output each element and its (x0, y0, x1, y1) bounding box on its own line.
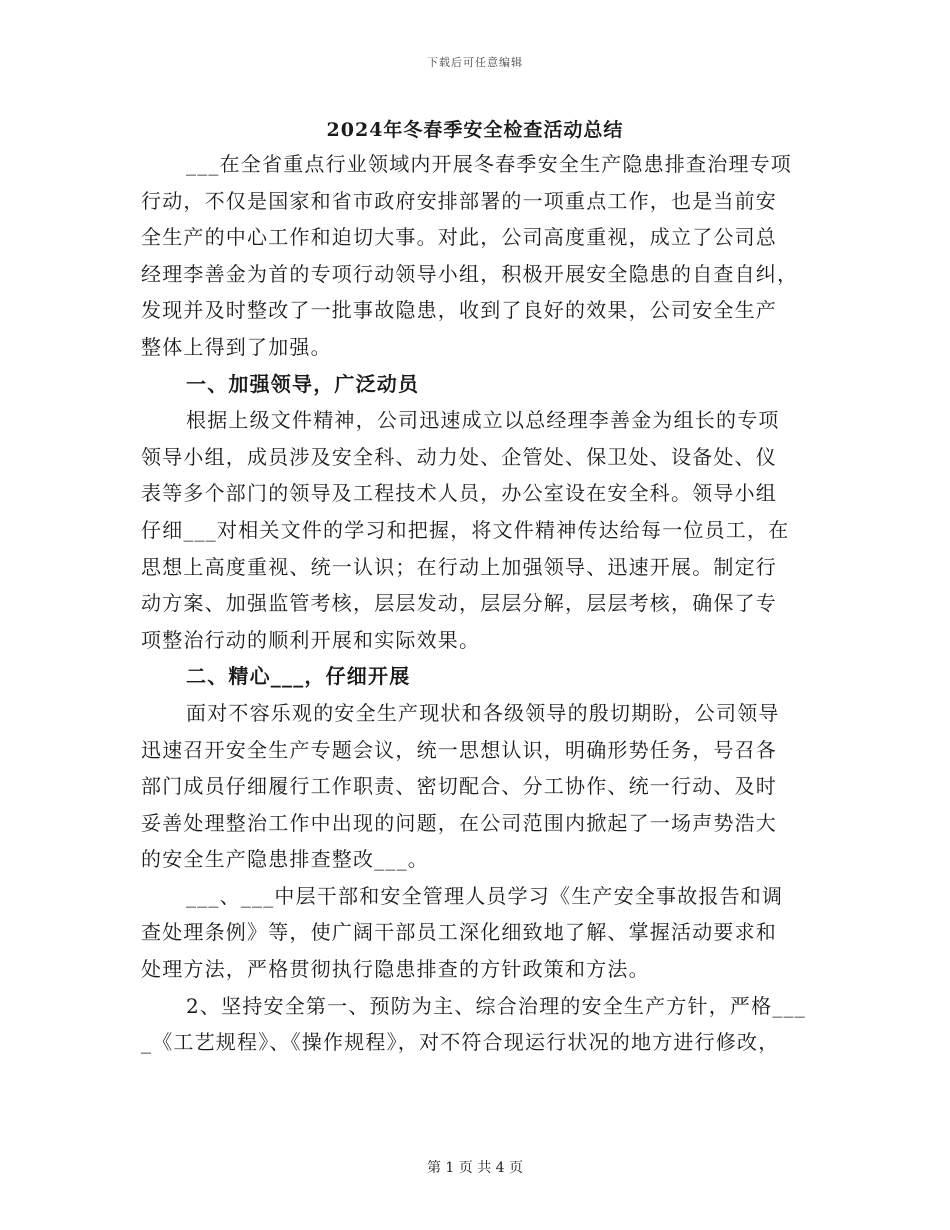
body-line: ___在全省重点行业领域内开展冬春季安全生产隐患排查治理专项 (186, 152, 792, 176)
body-line: 整体上得到了加强。 (141, 334, 332, 359)
body-line: 项整治行动的顺利开展和实际效果。 (141, 627, 481, 652)
body-line: 全生产的中心工作和迫切大事。对此，公司高度重视，成立了公司总 (141, 225, 777, 250)
page-header-note: 下载后可任意编辑 (427, 56, 523, 69)
page-number: 第 1 页 共 4 页 (426, 1160, 524, 1176)
section-heading: 一、加强领导，广泛动员 (186, 371, 420, 396)
section-heading: 二、精心___，仔细开展 (186, 664, 411, 689)
body-line: 面对不容乐观的安全生产现状和各级领导的殷切期盼，公司领导 (186, 700, 780, 725)
body-line: 处理方法，严格贯彻执行隐患排查的方针政策和方法。 (141, 957, 650, 982)
body-line: 2、坚持安全第一、预防为主、综合治理的安全生产方针，严格___ (186, 993, 806, 1018)
body-line: 动方案、加强监管考核，层层发动，层层分解，层层考核，确保了专 (141, 591, 777, 616)
body-line: 经理李善金为首的专项行动领导小组，积极开展安全隐患的自查自纠， (141, 261, 799, 286)
body-line: 行动，不仅是国家和省市政府安排部署的一项重点工作，也是当前安 (141, 188, 777, 213)
document-title: 2024年冬春季安全检查活动总结 (326, 119, 624, 141)
body-line: 部门成员仔细履行工作职责、密切配合、分工协作、统一行动、及时 (141, 774, 777, 799)
body-line: 根据上级文件精神，公司迅速成立以总经理李善金为组长的专项 (186, 408, 780, 433)
body-line: 领导小组，成员涉及安全科、动力处、企管处、保卫处、设备处、仪 (141, 444, 777, 469)
body-line: 发现并及时整改了一批事故隐患，收到了良好的效果，公司安全生产 (141, 298, 777, 323)
body-line: 的安全生产隐患排查整改___。 (141, 847, 429, 872)
body-line: 妥善处理整治工作中出现的问题，在公司范围内掀起了一场声势浩大 (141, 810, 777, 835)
body-line: 查处理条例》等，使广阔干部员工深化细致地了解、掌握活动要求和 (141, 920, 777, 945)
body-line: ___、___中层干部和安全管理人员学习《生产安全事故报告和调 (186, 883, 784, 908)
body-line: 迅速召开安全生产专题会议，统一思想认识，明确形势任务，号召各 (141, 737, 777, 762)
body-line: 仔细___对相关文件的学习和把握，将文件精神传达给每一位员工，在 (141, 517, 790, 542)
body-line: _《工艺规程》、《操作规程》，对不符合现运行状况的地方进行修改， (141, 1030, 780, 1055)
body-line: 思想上高度重视、统一认识；在行动上加强领导、迅速开展。制定行 (141, 554, 777, 579)
document-body (141, 146, 809, 1061)
body-line: 表等多个部门的领导及工程技术人员，办公室设在安全科。领导小组 (141, 481, 777, 506)
